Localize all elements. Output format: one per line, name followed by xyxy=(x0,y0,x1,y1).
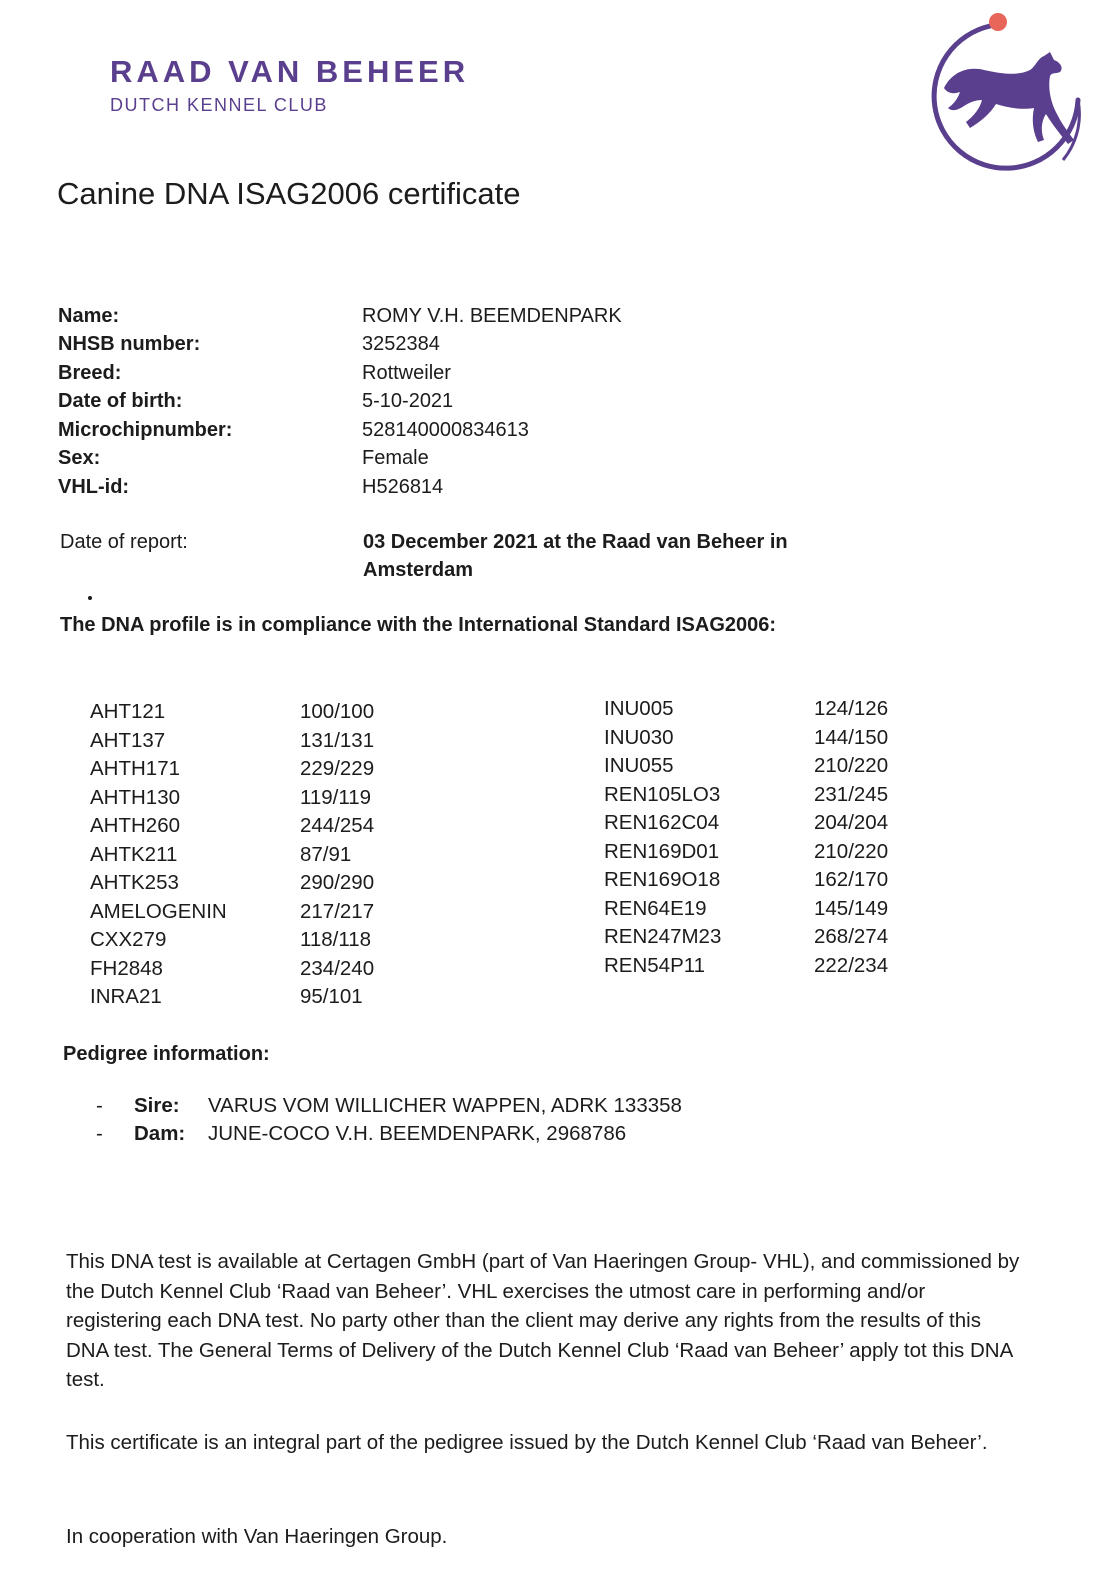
marker-value: 229/229 xyxy=(300,757,375,781)
info-row-breed xyxy=(58,359,958,388)
marker-name: AHT121 xyxy=(90,700,166,724)
marker-row xyxy=(90,926,374,955)
marker-value: 210/220 xyxy=(814,839,889,863)
info-label: Date of birth: xyxy=(58,390,183,413)
compliance-statement: The DNA profile is in compliance with the International Standard ISAG2006: xyxy=(60,614,777,636)
marker-row xyxy=(604,838,888,867)
marker-name: AHT137 xyxy=(90,728,166,752)
marker-row xyxy=(90,869,374,898)
cooperation-paragraph: In cooperation with Van Haeringen Group. xyxy=(66,1525,448,1548)
parent-row-dam xyxy=(96,1120,682,1148)
marker-row xyxy=(90,784,374,813)
info-row-vhl-id xyxy=(58,473,958,502)
marker-value: 231/245 xyxy=(814,782,889,806)
info-value: ROMY V.H. BEEMDENPARK xyxy=(362,304,622,327)
marker-row xyxy=(604,781,888,810)
marker-value: 234/240 xyxy=(300,956,375,980)
dog-info-table xyxy=(58,302,958,502)
dog-leaping-in-circle-logo-icon xyxy=(918,10,1090,188)
marker-value: 204/204 xyxy=(814,811,889,835)
marker-name: REN105LO3 xyxy=(604,782,721,806)
marker-value: 145/149 xyxy=(814,896,889,920)
disclaimer-paragraph: This DNA test is available at Certagen GmbH (part of Van Haeringen Group- VHL), and commissioned by the Dutch Kennel Club ‘Raad van Beheer’. VHL exercises the utmost care in performing and/or registering each DNA test. No party other than the client may derive any rights from the results of this DNA test. The General Terms of Delivery of the Dutch Kennel Club ‘Raad van Beheer’ apply tot this DNA test. xyxy=(66,1250,1020,1391)
info-label: NHSB number: xyxy=(58,333,201,356)
parent-label: Sire: xyxy=(134,1094,180,1117)
marker-name: INU030 xyxy=(604,725,674,749)
marker-name: AHTK253 xyxy=(90,871,179,895)
marker-name: FH2848 xyxy=(90,956,163,980)
marker-row xyxy=(604,895,888,924)
marker-name: REN54P11 xyxy=(604,953,706,977)
marker-row xyxy=(90,812,374,841)
marker-value: 210/220 xyxy=(814,754,889,778)
organization-header xyxy=(110,54,469,116)
marker-name: AHTH260 xyxy=(90,814,181,838)
info-value: Female xyxy=(362,447,429,470)
marker-list-left xyxy=(90,698,374,1012)
marker-value: 95/101 xyxy=(300,985,363,1009)
info-row-microchip xyxy=(58,416,958,445)
info-row-nhsb-number xyxy=(58,331,958,360)
marker-row xyxy=(604,923,888,952)
marker-name: REN247M23 xyxy=(604,925,722,949)
marker-value: 118/118 xyxy=(300,928,372,952)
parent-label: Dam: xyxy=(134,1122,186,1145)
info-label: Breed: xyxy=(58,361,122,384)
info-value: Rottweiler xyxy=(362,361,451,384)
marker-value: 144/150 xyxy=(814,725,889,749)
marker-row xyxy=(604,809,888,838)
marker-name: REN64E19 xyxy=(604,896,707,920)
marker-name: AHTH130 xyxy=(90,785,181,809)
parent-value: VARUS VOM WILLICHER WAPPEN, ADRK 133358 xyxy=(208,1094,682,1117)
marker-value: 100/100 xyxy=(300,700,375,724)
info-label: Name: xyxy=(58,304,120,327)
organization-name: RAAD VAN BEHEER xyxy=(110,54,470,89)
marker-value: 268/274 xyxy=(814,925,889,949)
marker-row xyxy=(604,695,888,724)
marker-row xyxy=(604,724,888,753)
marker-row xyxy=(604,952,888,981)
list-dash: - xyxy=(96,1094,103,1117)
info-value: H526814 xyxy=(362,475,444,498)
marker-row xyxy=(90,898,374,927)
list-dash: - xyxy=(96,1122,103,1145)
marker-value: 119/119 xyxy=(300,785,372,809)
marker-name: CXX279 xyxy=(90,928,167,952)
marker-name: AHTH171 xyxy=(90,757,181,781)
marker-row xyxy=(90,841,374,870)
marker-row xyxy=(90,698,374,727)
marker-value: 162/170 xyxy=(814,868,889,892)
marker-row xyxy=(604,866,888,895)
info-label: Sex: xyxy=(58,447,101,470)
marker-name: INU055 xyxy=(604,754,674,778)
info-row-name xyxy=(58,302,958,331)
marker-name: REN169D01 xyxy=(604,839,720,863)
report-date-label: Date of report: xyxy=(60,531,188,553)
report-date xyxy=(60,528,863,584)
report-date-value: 03 December 2021 at the Raad van Beheer in Amsterdam xyxy=(363,531,788,581)
stray-dot xyxy=(88,596,92,600)
marker-row xyxy=(90,955,374,984)
marker-name: AMELOGENIN xyxy=(90,899,227,923)
info-value: 3252384 xyxy=(362,333,440,356)
pedigree-title: Pedigree information: xyxy=(63,1043,270,1065)
marker-name: INRA21 xyxy=(90,985,162,1009)
marker-name: REN162C04 xyxy=(604,811,720,835)
marker-name: INU005 xyxy=(604,697,674,721)
marker-value: 222/234 xyxy=(814,953,889,977)
marker-row xyxy=(90,983,374,1012)
marker-value: 131/131 xyxy=(300,728,375,752)
marker-row xyxy=(604,752,888,781)
organization-subtitle: DUTCH KENNEL CLUB xyxy=(110,95,328,115)
info-label: Microchipnumber: xyxy=(58,418,233,441)
marker-name: AHTK211 xyxy=(90,842,178,866)
info-row-sex xyxy=(58,445,958,474)
marker-name: REN169O18 xyxy=(604,868,721,892)
marker-row xyxy=(90,755,374,784)
parent-value: JUNE-COCO V.H. BEEMDENPARK, 2968786 xyxy=(208,1122,627,1145)
info-row-date-of-birth xyxy=(58,388,958,417)
document-title: Canine DNA ISAG2006 certificate xyxy=(57,176,521,211)
integral-part-paragraph: This certificate is an integral part of the pedigree issued by the Dutch Kennel Club ‘Raad van Beheer’. xyxy=(66,1431,988,1454)
info-value: 528140000834613 xyxy=(362,418,529,441)
parent-row-sire xyxy=(96,1092,682,1120)
marker-value: 87/91 xyxy=(300,842,352,866)
marker-value: 217/217 xyxy=(300,899,375,923)
pedigree-parents xyxy=(96,1092,682,1148)
info-value: 5-10-2021 xyxy=(362,390,454,413)
marker-value: 244/254 xyxy=(300,814,375,838)
marker-value: 290/290 xyxy=(300,871,375,895)
marker-row xyxy=(90,727,374,756)
info-label: VHL-id: xyxy=(58,475,130,498)
marker-list-right xyxy=(604,695,888,980)
marker-value: 124/126 xyxy=(814,697,889,721)
